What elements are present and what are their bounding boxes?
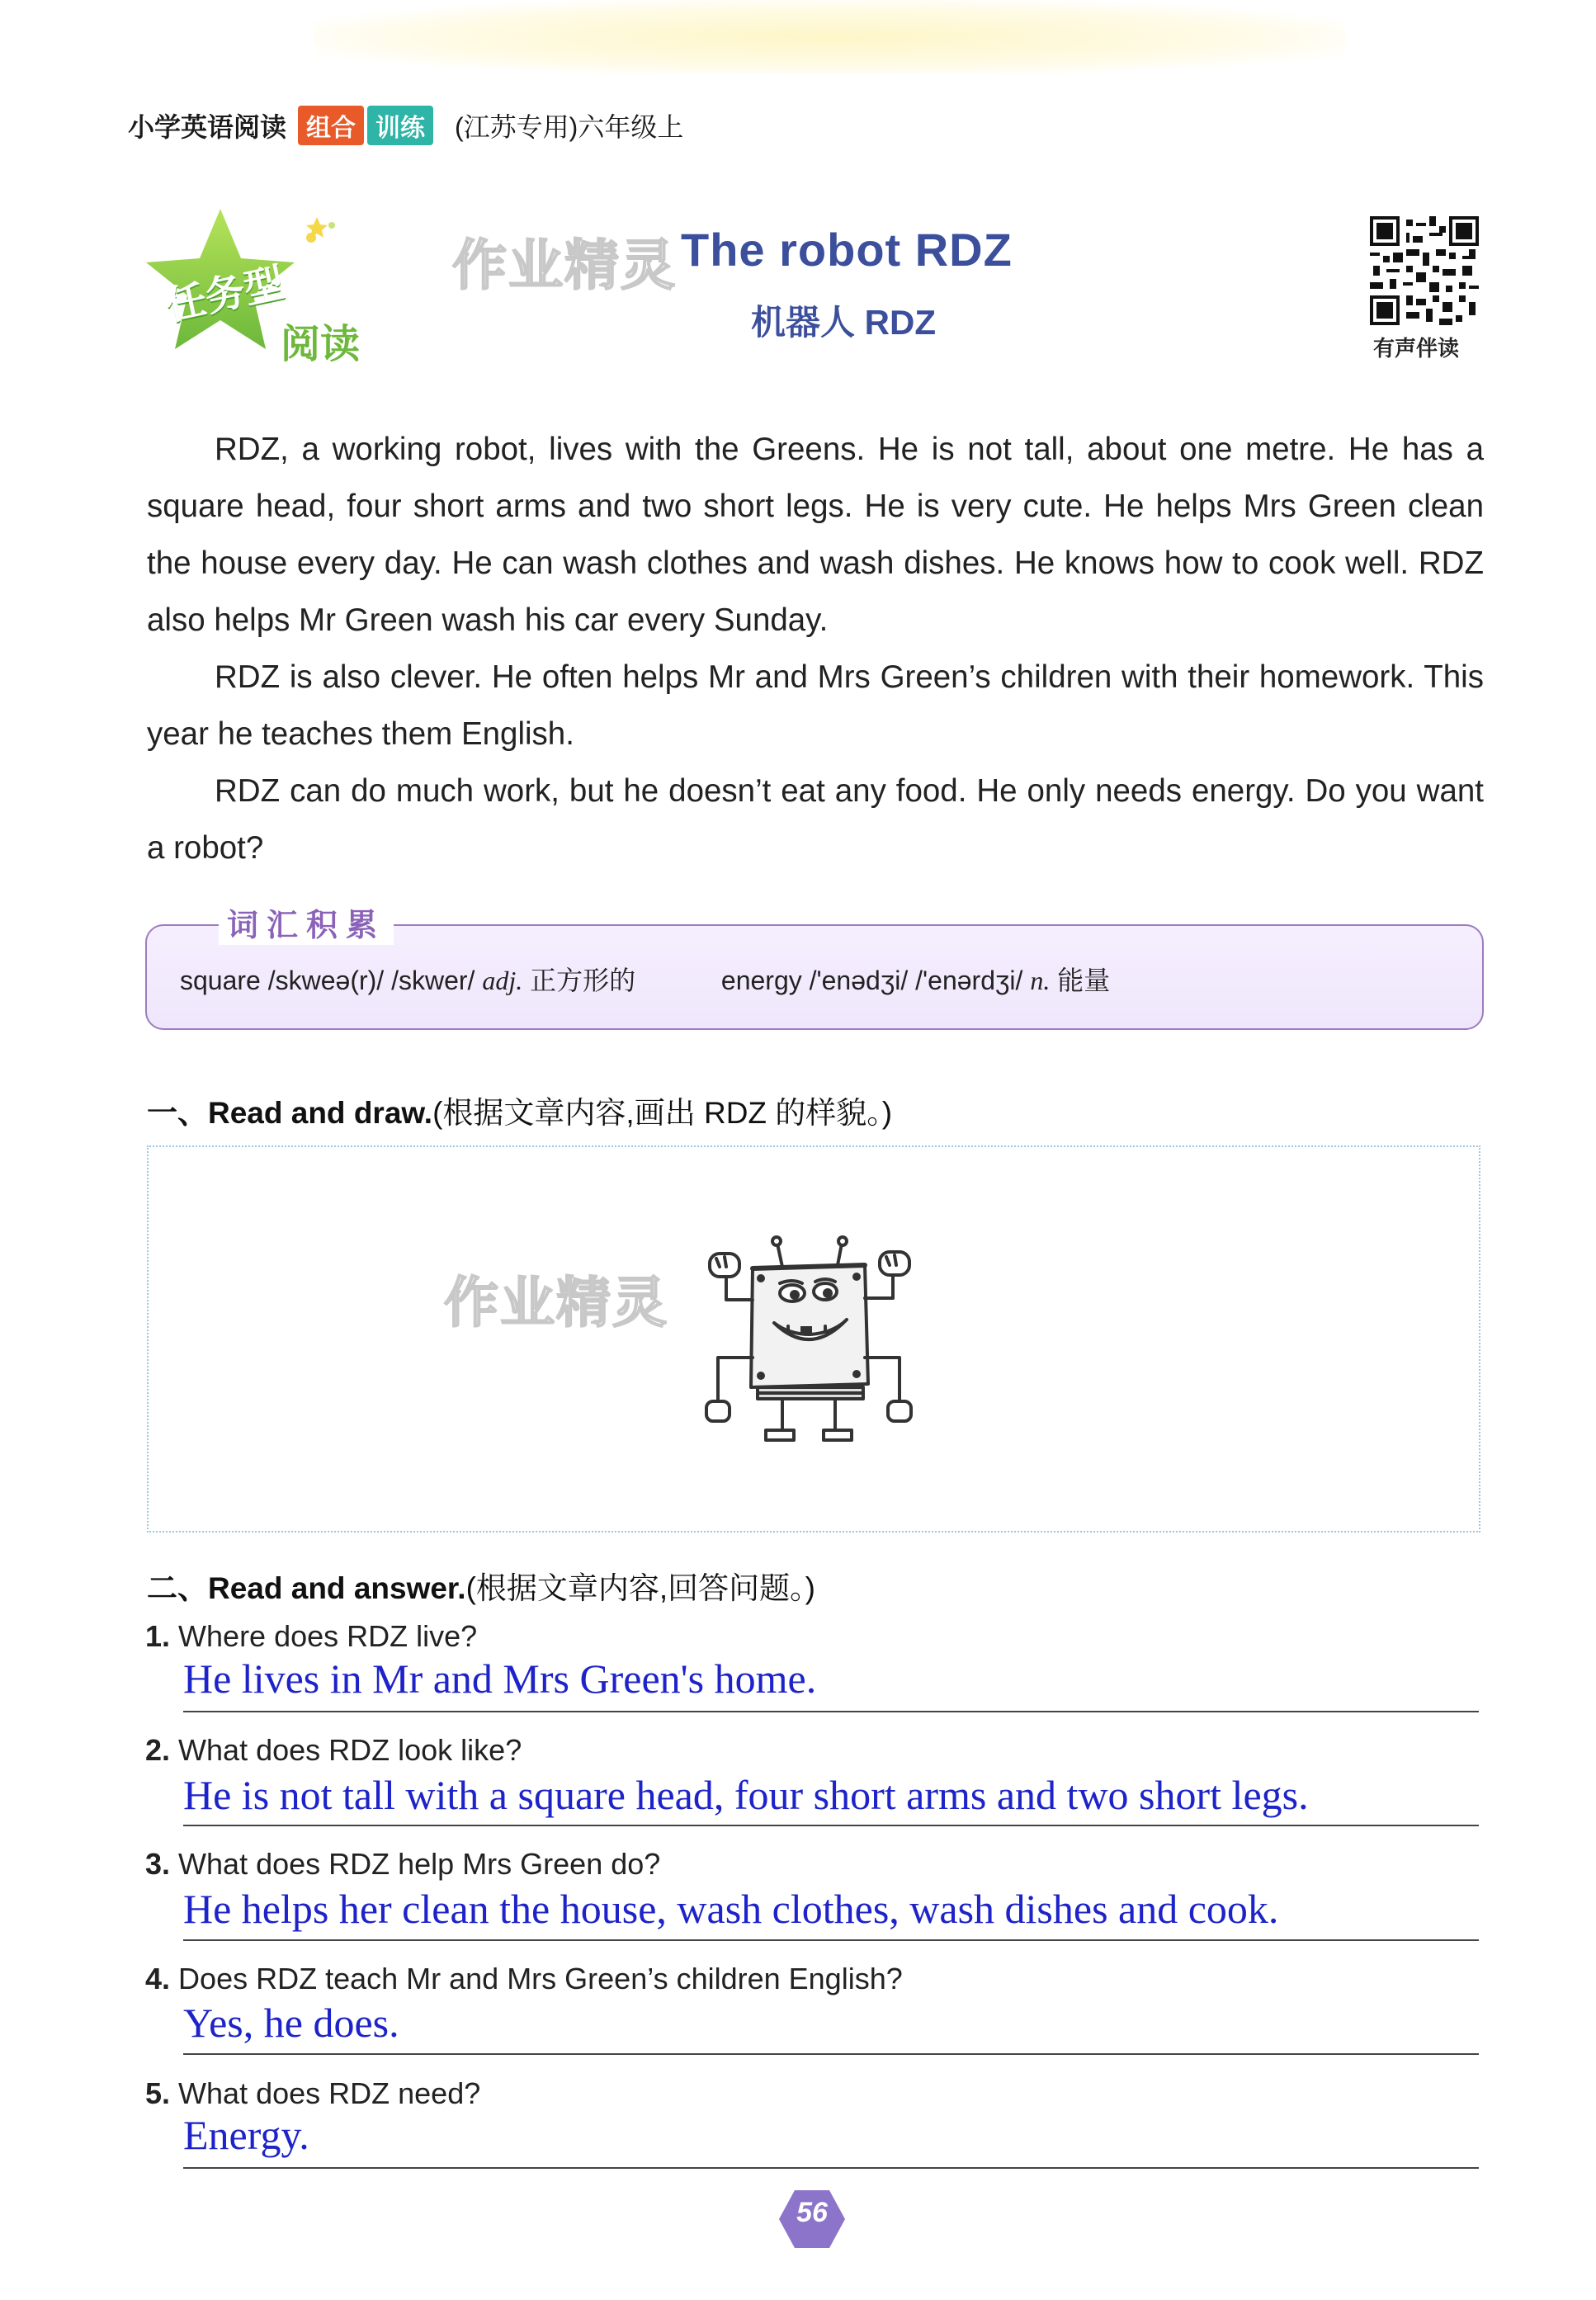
section-title: Read and draw. xyxy=(208,1096,433,1130)
badge-label-type: 任务型 xyxy=(163,261,288,329)
answer-line xyxy=(183,1939,1479,1941)
passage-paragraph: RDZ can do much work, but he doesn’t eat any food. He only needs energy. Do you want a robot? xyxy=(147,773,1484,866)
question-1 xyxy=(145,1619,477,1654)
vocab-pos: adj. xyxy=(482,966,523,995)
page-number: 56 xyxy=(796,2197,828,2228)
qr-code-icon[interactable] xyxy=(1370,216,1479,325)
answer-line xyxy=(183,1711,1479,1712)
question-number: 1. xyxy=(145,1619,171,1653)
book-title: 小学英语阅读 xyxy=(128,112,287,142)
page-subtitle: 机器人 RDZ xyxy=(751,303,936,342)
vocab-pos: n. xyxy=(1030,966,1051,995)
watermark: 作业精灵 xyxy=(452,234,677,295)
answer-line xyxy=(183,1825,1479,1826)
vocab-title: 词汇积累 xyxy=(219,900,394,945)
question-text: What does RDZ need? xyxy=(178,2076,481,2110)
question-text: Where does RDZ live? xyxy=(178,1619,478,1653)
question-number: 4. xyxy=(145,1962,171,1995)
answer-5[interactable]: Energy. xyxy=(183,2112,309,2158)
watermark: 作业精灵 xyxy=(444,1272,668,1333)
answer-1[interactable]: He lives in Mr and Mrs Green's home. xyxy=(183,1655,817,1702)
question-5 xyxy=(145,2076,480,2111)
answer-4[interactable]: Yes, he does. xyxy=(183,2000,399,2046)
top-decoration xyxy=(314,0,1345,74)
vocab-meaning: 能量 xyxy=(1057,966,1111,995)
question-number: 3. xyxy=(145,1847,171,1881)
question-text: What does RDZ look like? xyxy=(178,1733,522,1767)
section-note: (根据文章内容,回答问题。) xyxy=(465,1571,815,1605)
question-2 xyxy=(145,1733,522,1768)
passage-paragraph: RDZ is also clever. He often helps Mr and Mrs Green’s children with their homework. This year he teaches them English. xyxy=(147,659,1484,752)
book-subtitle: (江苏专用)六年级上 xyxy=(455,112,684,142)
answer-3[interactable]: He helps her clean the house, wash clothes, wash dishes and cook. xyxy=(183,1886,1279,1932)
passage-paragraph: RDZ, a working robot, lives with the Greens. He is not tall, about one metre. He has a square head, four short arms and two short legs. He is very cute. He helps Mrs Green clean the house every day. He can wash clothes and wash dishes. He knows how to cook well. RDZ also helps Mr Green wash his car every Sunday. xyxy=(147,432,1484,638)
question-3 xyxy=(145,1847,660,1882)
question-number: 2. xyxy=(145,1733,171,1767)
section-read-and-answer xyxy=(147,1563,815,1608)
vocab-list xyxy=(180,960,1110,998)
badge-label-reading: 阅读 xyxy=(281,323,361,366)
question-number: 5. xyxy=(145,2076,171,2110)
answer-line xyxy=(183,2053,1479,2055)
robot-drawing-icon xyxy=(677,1234,941,1448)
vocab-phonetic: /skweə(r)/ /skwer/ xyxy=(267,966,475,995)
book-header xyxy=(128,106,683,145)
vocab-phonetic: /'enədʒi/ /'enərdʒi/ xyxy=(809,966,1023,995)
section-title: Read and answer. xyxy=(208,1571,466,1605)
section-read-and-draw xyxy=(147,1088,892,1132)
vocab-word: square xyxy=(180,966,261,995)
question-text: What does RDZ help Mrs Green do? xyxy=(178,1847,661,1881)
reading-passage xyxy=(147,421,1484,876)
section-number: 二、 xyxy=(147,1571,208,1605)
vocab-meaning: 正方形的 xyxy=(530,966,636,995)
vocab-word: energy xyxy=(720,966,802,995)
qr-label: 有声伴读 xyxy=(1373,336,1460,361)
book-tag-group: 组合 xyxy=(298,106,364,145)
page-title: The robot RDZ xyxy=(681,224,1013,276)
answer-line xyxy=(183,2167,1479,2169)
section-number: 一、 xyxy=(147,1096,208,1130)
question-4 xyxy=(145,1962,903,1996)
section-note: (根据文章内容,画出 RDZ 的样貌。) xyxy=(432,1096,893,1130)
book-tag-training: 训练 xyxy=(367,106,433,145)
answer-2[interactable]: He is not tall with a square head, four short arms and two short legs. xyxy=(183,1772,1309,1818)
question-text: Does RDZ teach Mr and Mrs Green’s children English? xyxy=(178,1962,903,1995)
